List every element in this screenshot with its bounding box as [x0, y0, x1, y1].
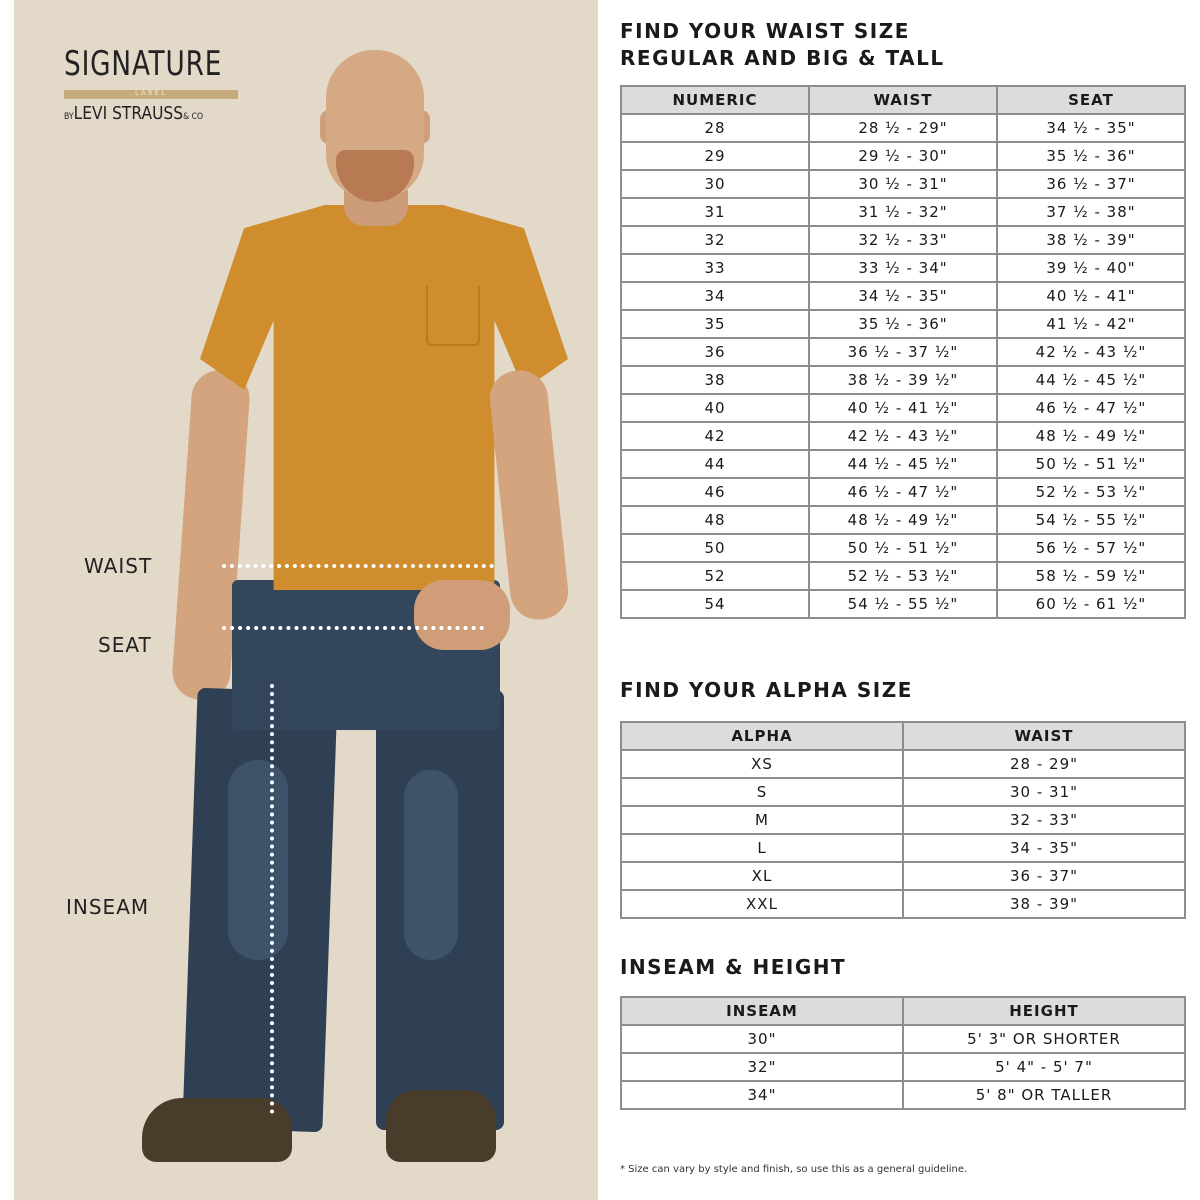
table-cell: 32": [621, 1053, 903, 1081]
table-row: [621, 1053, 1185, 1081]
table-cell: 38 ½ - 39 ½": [809, 366, 997, 394]
table-cell: 46 ½ - 47 ½": [809, 478, 997, 506]
table-cell: L: [621, 834, 903, 862]
table-cell: 44 ½ - 45 ½": [809, 450, 997, 478]
table-cell: 30 - 31": [903, 778, 1185, 806]
table-cell: 30: [621, 170, 809, 198]
table-cell: XL: [621, 862, 903, 890]
model-right-shoe: [386, 1090, 496, 1162]
table-cell: 35 ½ - 36": [997, 142, 1185, 170]
table-cell: 54 ½ - 55 ½": [997, 506, 1185, 534]
table-cell: 29: [621, 142, 809, 170]
model-right-hand: [414, 580, 510, 650]
table-row: [621, 778, 1185, 806]
table-row: [621, 394, 1185, 422]
table-cell: 38 ½ - 39": [997, 226, 1185, 254]
table-header-row: [621, 997, 1185, 1025]
column-header: INSEAM: [621, 997, 903, 1025]
alpha-size-table: [620, 721, 1186, 919]
table-cell: 30 ½ - 31": [809, 170, 997, 198]
table-cell: 36: [621, 338, 809, 366]
table-row: [621, 562, 1185, 590]
table-row: [621, 226, 1185, 254]
inseam-height-table: [620, 996, 1186, 1110]
waist-size-title: [620, 18, 945, 72]
table-header-row: [621, 722, 1185, 750]
brand-logo: [64, 44, 254, 124]
table-cell: 46 ½ - 47 ½": [997, 394, 1185, 422]
table-cell: 50: [621, 534, 809, 562]
table-row: [621, 890, 1185, 918]
waist-size-table: [620, 85, 1186, 619]
table-cell: 60 ½ - 61 ½": [997, 590, 1185, 618]
seat-measure-line: [222, 626, 484, 630]
table-cell: 56 ½ - 57 ½": [997, 534, 1185, 562]
table-cell: 48 ½ - 49 ½": [997, 422, 1185, 450]
table-row: [621, 590, 1185, 618]
table-cell: 52 ½ - 53 ½": [809, 562, 997, 590]
seat-label: SEAT: [98, 633, 152, 657]
table-cell: S: [621, 778, 903, 806]
table-cell: 39 ½ - 40": [997, 254, 1185, 282]
alpha-size-title: FIND YOUR ALPHA SIZE: [620, 678, 913, 702]
table-cell: 40 ½ - 41": [997, 282, 1185, 310]
table-cell: 34 - 35": [903, 834, 1185, 862]
table-cell: 29 ½ - 30": [809, 142, 997, 170]
table-cell: 32 - 33": [903, 806, 1185, 834]
table-cell: 36 ½ - 37": [997, 170, 1185, 198]
inseam-label: INSEAM: [66, 895, 150, 919]
waist-label: WAIST: [84, 554, 153, 578]
table-row: [621, 834, 1185, 862]
table-row: [621, 1025, 1185, 1053]
table-row: [621, 1081, 1185, 1109]
column-header: SEAT: [997, 86, 1185, 114]
brand-name: SIGNATURE: [64, 44, 223, 84]
table-cell: 36 - 37": [903, 862, 1185, 890]
table-cell: 5' 3" OR SHORTER: [903, 1025, 1185, 1053]
table-cell: 28 ½ - 29": [809, 114, 997, 142]
table-cell: 44: [621, 450, 809, 478]
table-row: [621, 198, 1185, 226]
table-cell: 42 ½ - 43 ½": [809, 422, 997, 450]
table-cell: 36 ½ - 37 ½": [809, 338, 997, 366]
table-cell: 34 ½ - 35": [997, 114, 1185, 142]
table-cell: 41 ½ - 42": [997, 310, 1185, 338]
table-row: [621, 506, 1185, 534]
table-cell: XS: [621, 750, 903, 778]
table-cell: 42: [621, 422, 809, 450]
table-row: [621, 534, 1185, 562]
brand-sub: [64, 103, 227, 124]
table-row: [621, 338, 1185, 366]
table-cell: 50 ½ - 51 ½": [809, 534, 997, 562]
table-cell: 5' 8" OR TALLER: [903, 1081, 1185, 1109]
shirt-pocket: [426, 286, 480, 346]
table-row: [621, 310, 1185, 338]
jeans-fade-right: [404, 770, 458, 960]
table-cell: 38: [621, 366, 809, 394]
table-row: [621, 478, 1185, 506]
table-cell: 33 ½ - 34": [809, 254, 997, 282]
size-footnote: * Size can vary by style and finish, so use this as a general guideline.: [620, 1164, 968, 1175]
table-row: [621, 750, 1185, 778]
column-header: WAIST: [903, 722, 1185, 750]
table-row: [621, 862, 1185, 890]
table-cell: 28: [621, 114, 809, 142]
inseam-measure-line: [270, 684, 274, 1114]
inseam-height-title: INSEAM & HEIGHT: [620, 955, 847, 979]
table-cell: 46: [621, 478, 809, 506]
brand-sub-suffix: & CO: [183, 112, 204, 122]
table-cell: 40: [621, 394, 809, 422]
table-cell: 5' 4" - 5' 7": [903, 1053, 1185, 1081]
table-row: [621, 114, 1185, 142]
table-header-row: [621, 86, 1185, 114]
column-header: HEIGHT: [903, 997, 1185, 1025]
table-cell: 35: [621, 310, 809, 338]
table-cell: 34": [621, 1081, 903, 1109]
table-cell: 34 ½ - 35": [809, 282, 997, 310]
table-cell: 42 ½ - 43 ½": [997, 338, 1185, 366]
table-row: [621, 142, 1185, 170]
column-header: NUMERIC: [621, 86, 809, 114]
table-cell: XXL: [621, 890, 903, 918]
table-cell: 52: [621, 562, 809, 590]
table-cell: 37 ½ - 38": [997, 198, 1185, 226]
waist-size-title-line2: REGULAR AND BIG & TALL: [620, 46, 945, 70]
table-cell: 48: [621, 506, 809, 534]
table-cell: 40 ½ - 41 ½": [809, 394, 997, 422]
table-row: [621, 170, 1185, 198]
table-cell: 33: [621, 254, 809, 282]
table-cell: M: [621, 806, 903, 834]
brand-sub-prefix: BY: [64, 112, 74, 122]
brand-strip: [64, 90, 238, 99]
table-cell: 48 ½ - 49 ½": [809, 506, 997, 534]
column-header: ALPHA: [621, 722, 903, 750]
table-cell: 35 ½ - 36": [809, 310, 997, 338]
table-cell: 54: [621, 590, 809, 618]
waist-size-title-line1: FIND YOUR WAIST SIZE: [620, 19, 910, 43]
table-cell: 54 ½ - 55 ½": [809, 590, 997, 618]
table-row: [621, 422, 1185, 450]
table-cell: 34: [621, 282, 809, 310]
waist-measure-line: [222, 564, 494, 568]
brand-sub-name: LEVI STRAUSS: [73, 103, 184, 124]
table-cell: 32: [621, 226, 809, 254]
column-header: WAIST: [809, 86, 997, 114]
table-cell: 31: [621, 198, 809, 226]
table-cell: 32 ½ - 33": [809, 226, 997, 254]
table-row: [621, 450, 1185, 478]
table-cell: 28 - 29": [903, 750, 1185, 778]
table-cell: 58 ½ - 59 ½": [997, 562, 1185, 590]
table-row: [621, 254, 1185, 282]
table-cell: 52 ½ - 53 ½": [997, 478, 1185, 506]
table-cell: 38 - 39": [903, 890, 1185, 918]
brand-strip-text: LABEL: [135, 89, 167, 97]
table-row: [621, 282, 1185, 310]
table-cell: 31 ½ - 32": [809, 198, 997, 226]
table-row: [621, 366, 1185, 394]
model-photo-panel: [14, 0, 598, 1200]
jeans-fade-left: [228, 760, 288, 960]
table-cell: 50 ½ - 51 ½": [997, 450, 1185, 478]
table-cell: 30": [621, 1025, 903, 1053]
table-cell: 44 ½ - 45 ½": [997, 366, 1185, 394]
table-row: [621, 806, 1185, 834]
